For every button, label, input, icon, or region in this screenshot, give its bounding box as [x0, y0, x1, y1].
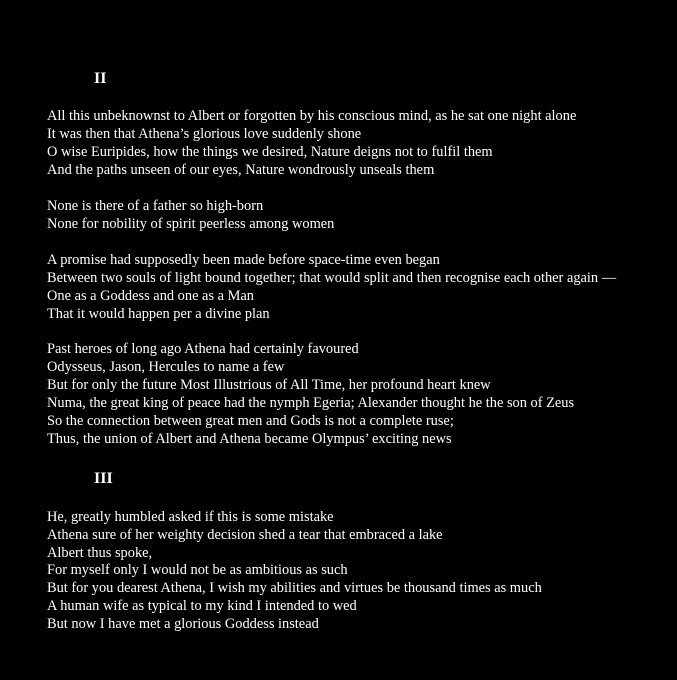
- poem-line: One as a Goddess and one as a Man: [47, 288, 255, 304]
- poem-line: But for you dearest Athena, I wish my abilities and virtues be thousand times as much: [47, 580, 542, 596]
- poem-line: Past heroes of long ago Athena had certainly favoured: [47, 341, 359, 357]
- poem-line: Albert thus spoke,: [47, 545, 153, 561]
- poem-line: A human wife as typical to my kind I intended to wed: [47, 598, 357, 614]
- poem-line: Between two souls of light bound together; that would split and then recognise each other again —: [47, 270, 617, 286]
- poem-line: That it would happen per a divine plan: [47, 306, 270, 322]
- poem-line: Odysseus, Jason, Hercules to name a few: [47, 359, 285, 375]
- poem-line: Numa, the great king of peace had the nymph Egeria; Alexander thought he the son of Zeus: [47, 395, 575, 411]
- poem-line: None for nobility of spirit peerless among women: [47, 216, 335, 232]
- poem-line: It was then that Athena’s glorious love suddenly shone: [47, 126, 362, 142]
- poem-line: So the connection between great men and Gods is not a complete ruse;: [47, 413, 454, 429]
- poem-line: But for only the future Most Illustrious of All Time, her profound heart knew: [47, 377, 491, 393]
- poem-line: None is there of a father so high-born: [47, 198, 264, 214]
- section-heading-ii: II: [94, 70, 107, 87]
- poem-line: O wise Euripides, how the things we desired, Nature deigns not to fulfil them: [47, 144, 493, 160]
- section-heading-iii: III: [94, 470, 113, 487]
- poem-line: But now I have met a glorious Goddess instead: [47, 616, 319, 632]
- poem-line: For myself only I would not be as ambitious as such: [47, 562, 348, 578]
- poem-line: And the paths unseen of our eyes, Nature wondrously unseals them: [47, 162, 435, 178]
- poem-line: Athena sure of her weighty decision shed a tear that embraced a lake: [47, 527, 443, 543]
- poem-line: A promise had supposedly been made before space-time even began: [47, 252, 440, 268]
- poem-line: All this unbeknownst to Albert or forgotten by his conscious mind, as he sat one night alone: [47, 108, 577, 124]
- poem-line: Thus, the union of Albert and Athena became Olympus’ exciting news: [47, 431, 452, 447]
- poem-line: He, greatly humbled asked if this is some mistake: [47, 509, 334, 525]
